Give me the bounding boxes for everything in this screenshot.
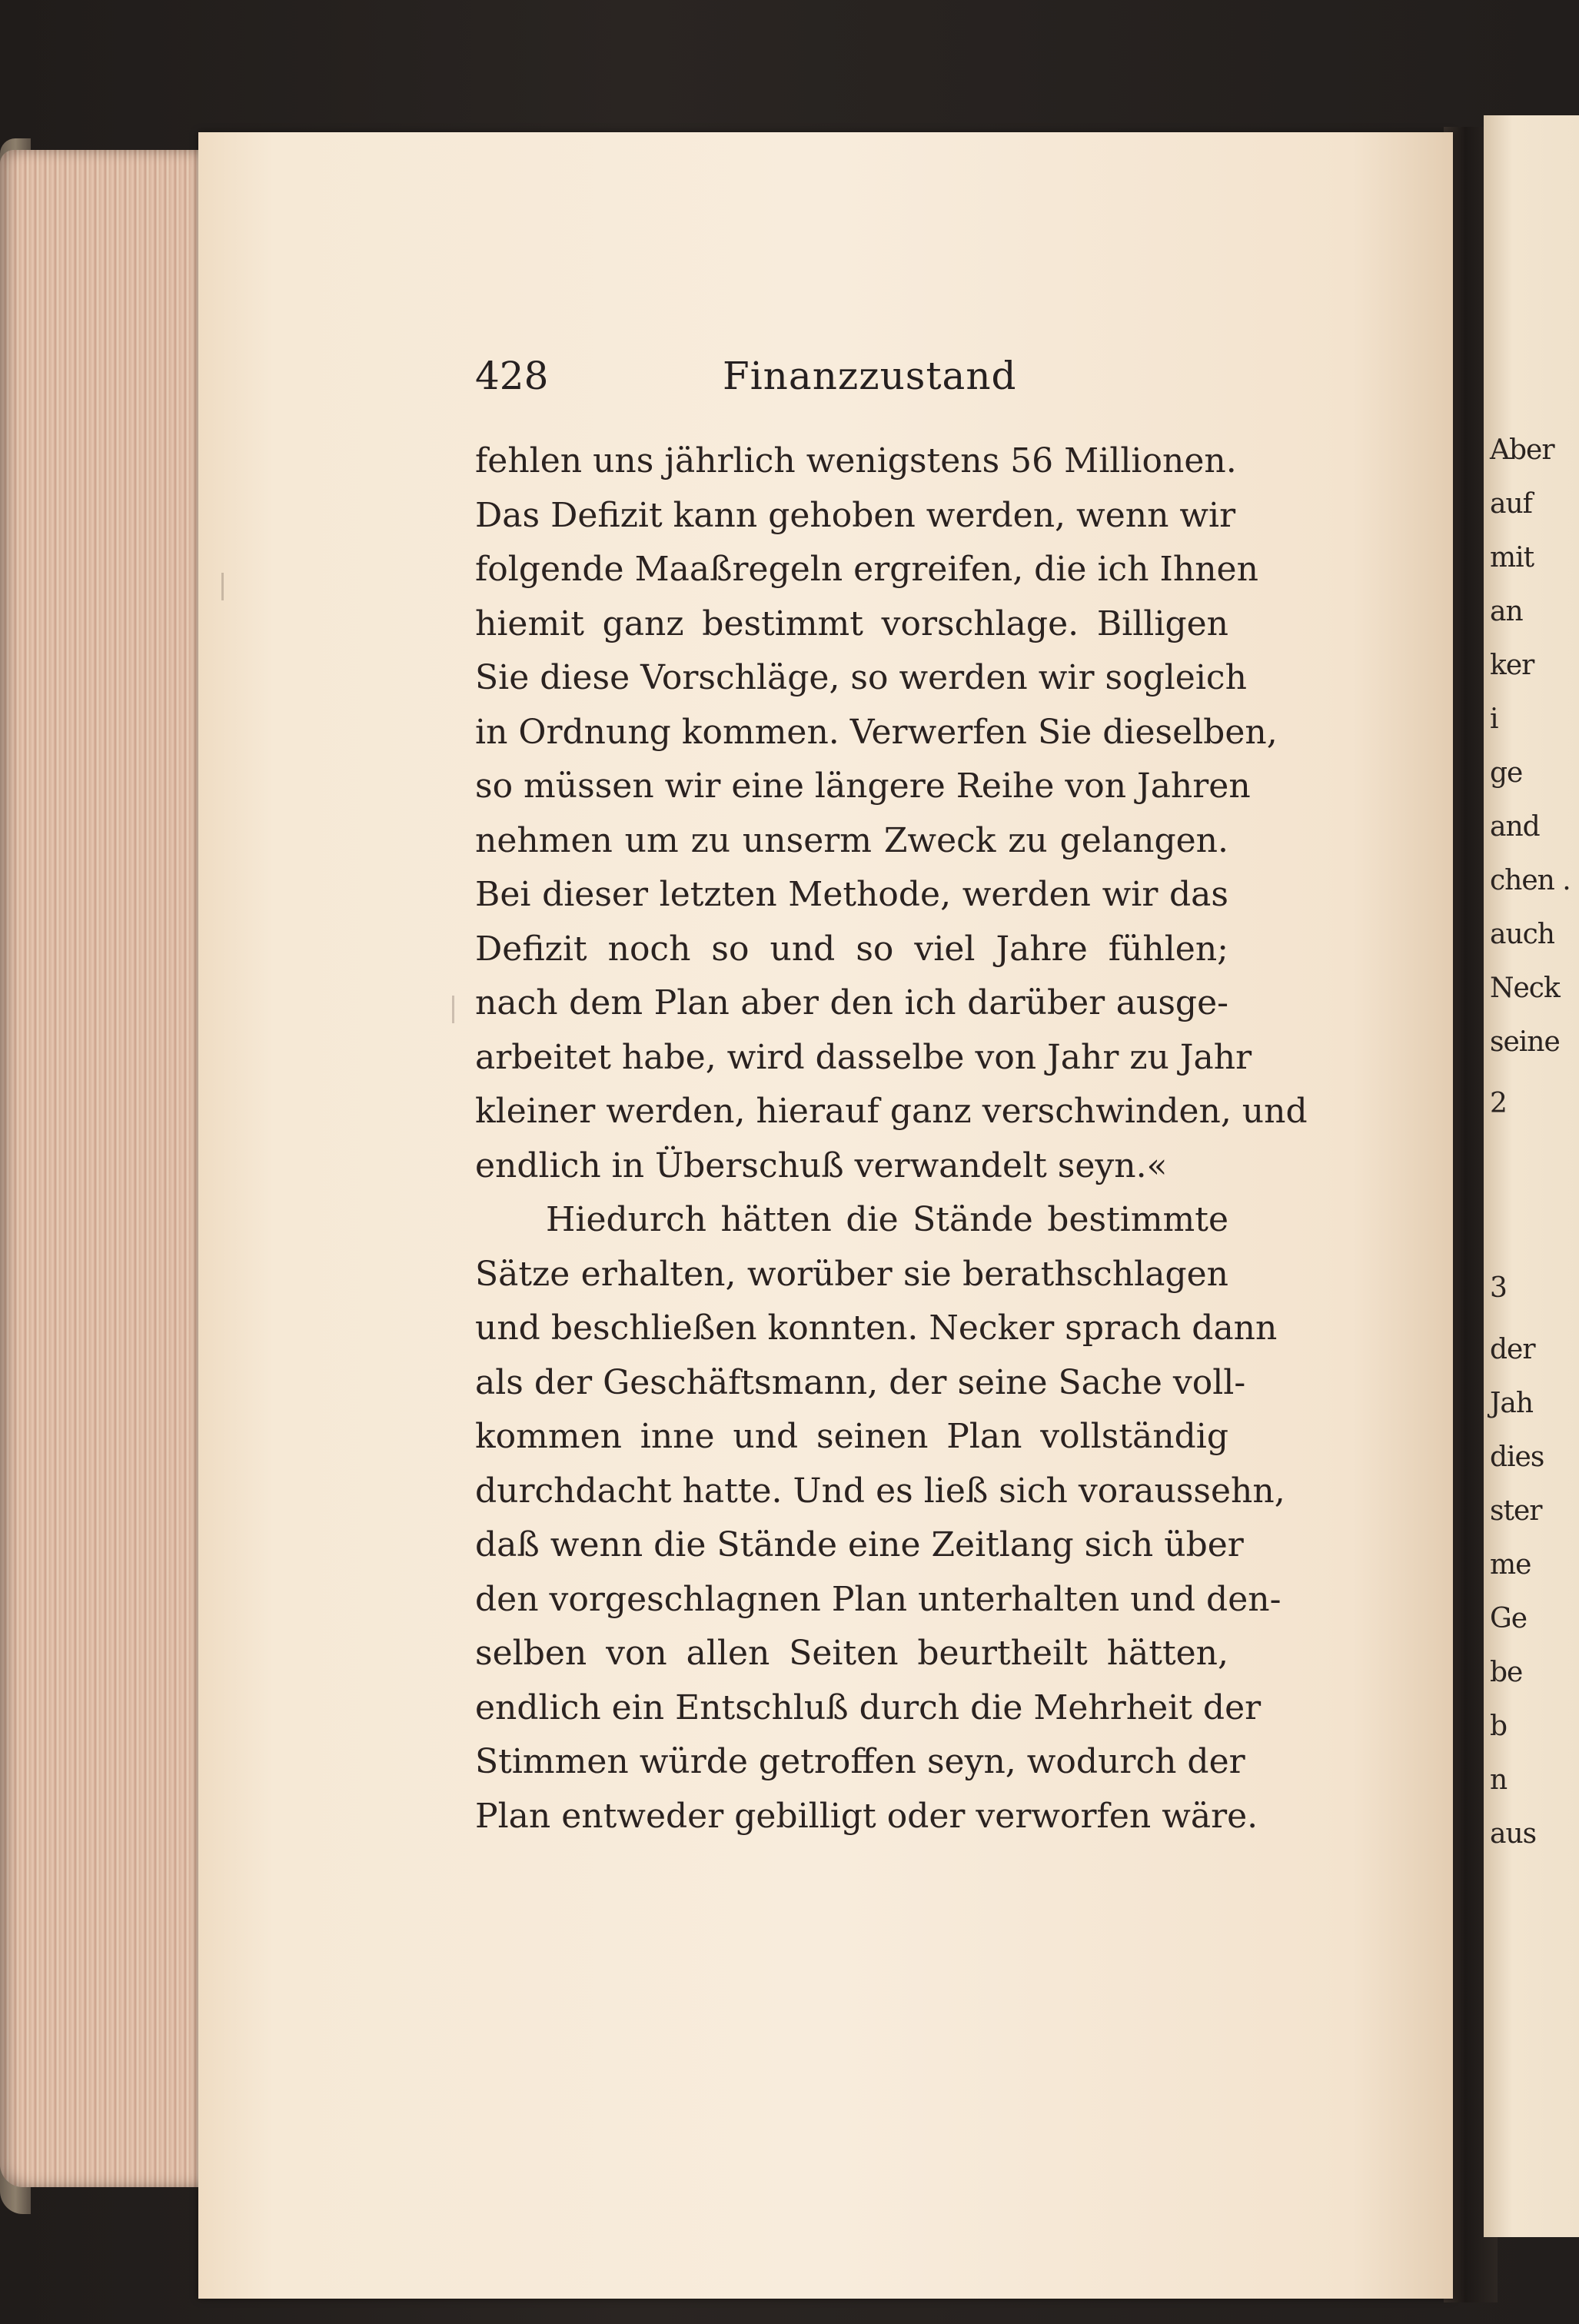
text-line: kleiner werden, hierauf ganz verschwinden, und [475,1092,1308,1131]
page-header [475,354,1244,407]
paper-mark [452,996,454,1023]
text-line: hiemit ganz bestimmt vorschlage. Billigen [475,603,1228,643]
text-line: Plan entweder gebilligt oder verworfen wäre. [475,1796,1258,1836]
text-line: folgende Maaßregeln ergreifen, die ich Ihnen [475,550,1258,589]
page-edges-stack [0,150,201,2187]
text-line: durchdacht hatte. Und es ließ sich voraussehn, [475,1471,1285,1511]
text-line: Hiedurch hätten die Stände bestimmte [546,1200,1228,1239]
facing-page-text-fragment: seine [1490,1026,1560,1058]
facing-page-text-fragment: i [1490,703,1498,735]
text-line: Sätze erhalten, worüber sie berathschlagen [475,1254,1228,1294]
text-line: den vorgeschlagnen Plan unterhalten und den- [475,1579,1281,1619]
facing-page-text-fragment: Neck [1490,972,1560,1004]
facing-page-text-fragment: n [1490,1764,1508,1796]
text-line: Stimmen würde getroffen seyn, wodurch der [475,1742,1245,1781]
text-line: in Ordnung kommen. Verwerfen Sie dieselben, [475,712,1278,752]
facing-page-text-fragment: dies [1490,1441,1544,1473]
facing-page-text-fragment: be [1490,1657,1523,1688]
facing-page-text-fragment: an [1490,596,1523,627]
text-line: Das Defizit kann gehoben werden, wenn wir [475,495,1236,535]
text-line: endlich in Überschuß verwandelt seyn.« [475,1145,1168,1185]
running-title: Finanzzustand [723,354,1017,398]
page-number: 428 [475,354,549,398]
text-line: nehmen um zu unserm Zweck zu gelangen. [475,820,1228,860]
text-line: so müssen wir eine längere Reihe von Jahren [475,766,1251,806]
text-line: als der Geschäftsmann, der seine Sache voll- [475,1362,1246,1402]
facing-page-text-fragment: 2 [1490,1088,1507,1119]
text-line: Bei dieser letzten Methode, werden wir das [475,875,1228,914]
text-line: Defizit noch so und so viel Jahre fühlen; [475,929,1228,969]
text-line: daß wenn die Stände eine Zeitlang sich über [475,1525,1244,1564]
facing-page-text-fragment: 3 [1490,1272,1507,1304]
facing-page-text-fragment: me [1490,1549,1531,1581]
facing-page-text-fragment: aus [1490,1818,1537,1850]
text-line: endlich ein Entschluß durch die Mehrheit der [475,1687,1262,1727]
facing-page-text-fragment: auch [1490,919,1554,950]
facing-page-text-fragment: b [1490,1711,1508,1742]
facing-page-text-fragment: auf [1490,488,1532,520]
facing-page-text-fragment: and [1490,811,1540,843]
text-line: kommen inne und seinen Plan vollständig [475,1417,1228,1456]
facing-page-text-fragment: Jah [1490,1388,1534,1419]
body-text [475,434,1308,1844]
facing-page-text-fragment: ge [1490,757,1523,789]
text-line: selben von allen Seiten beurtheilt hätten, [475,1634,1228,1673]
facing-page-text-fragment: Aber [1490,434,1554,466]
facing-page-text-fragment: ster [1490,1495,1542,1527]
text-line: arbeitet habe, wird dasselbe von Jahr zu Jahr [475,1037,1252,1077]
facing-page-text-fragment: Ge [1490,1603,1527,1634]
facing-page-text-fragment: der [1490,1334,1535,1365]
text-line: und beschließen konnten. Necker sprach dann [475,1308,1278,1348]
facing-page-text-fragment: mit [1490,542,1534,574]
text-line: nach dem Plan aber den ich darüber ausge- [475,983,1228,1022]
text-line: Sie diese Vorschläge, so werden wir sogleich [475,658,1247,697]
text-line: fehlen uns jährlich wenigstens 56 Millionen. [475,441,1237,480]
paper-mark [221,573,224,600]
facing-page-text-fragment: ker [1490,650,1534,681]
facing-page-fragment [1484,115,1579,2237]
facing-page-text-fragment: chen . [1490,865,1571,896]
